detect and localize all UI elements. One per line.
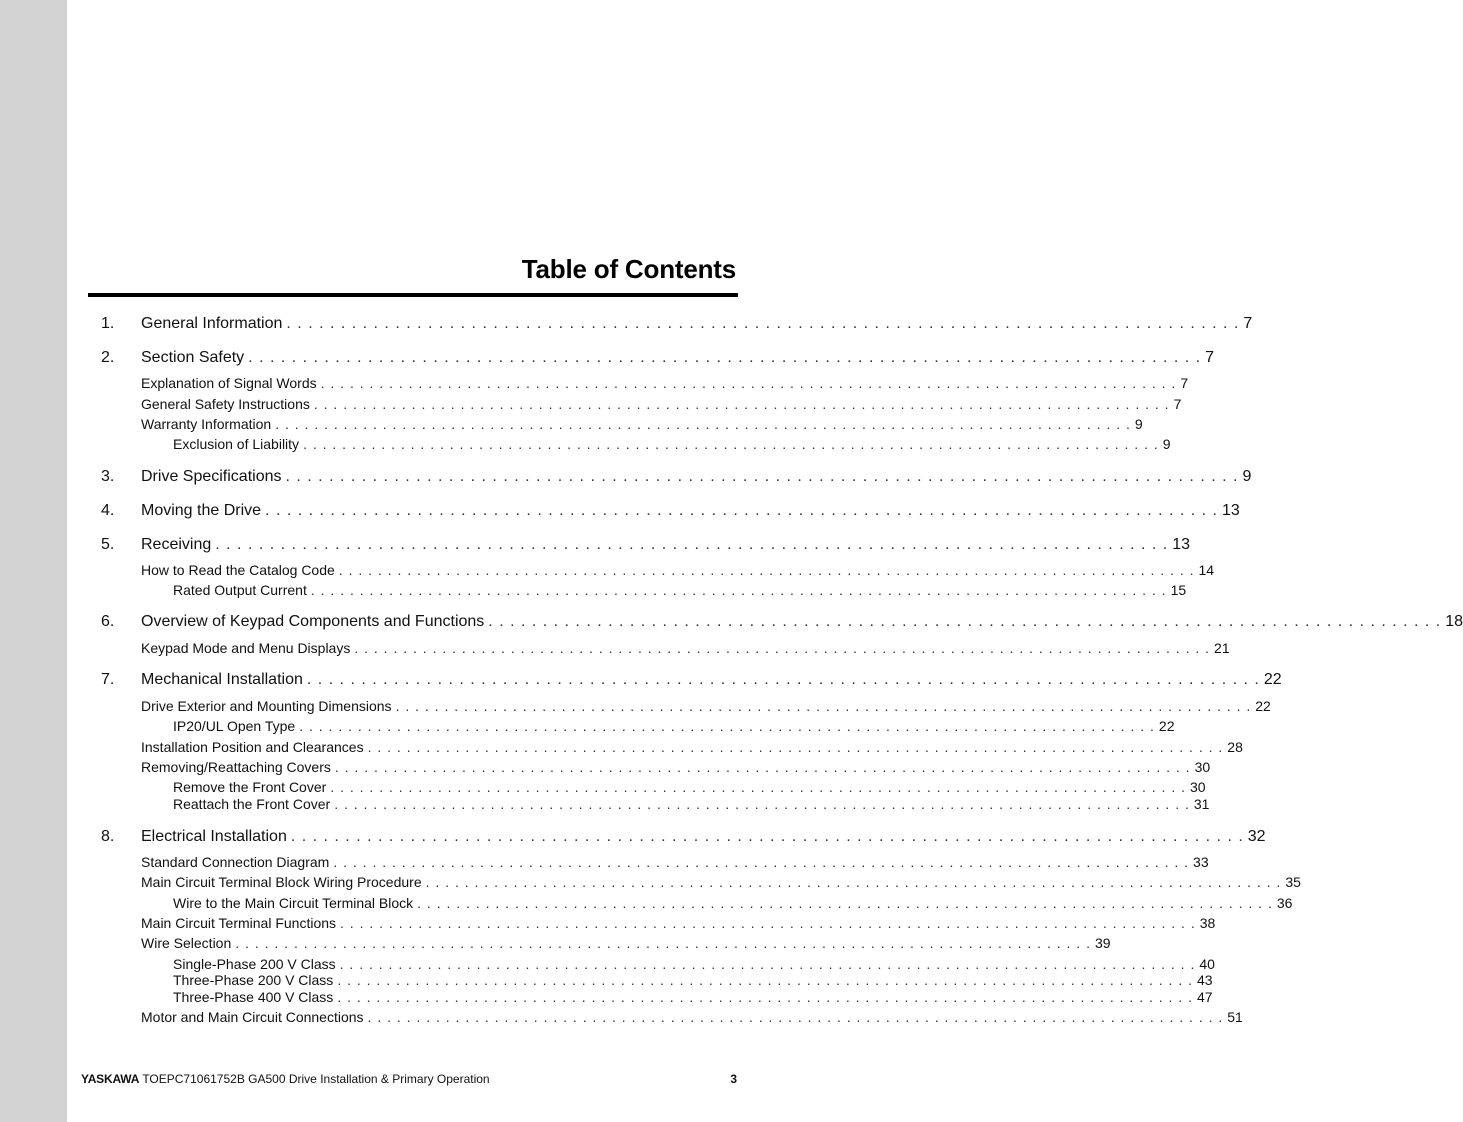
toc-entry-line: [141, 1009, 1243, 1025]
toc-entry-page: 9: [1134, 416, 1143, 432]
toc-entry-page: 31: [1193, 796, 1210, 812]
toc-entry-line: [141, 698, 1271, 714]
toc-entry-page: 39: [1094, 935, 1111, 951]
dot-leader: . . . . . . . . . . . . . . . . . . . . . . . . . . . . . . . . . . . . . . . . . . . . . . . . . . . . . . . . . . . . . . . . . . . . . . . . . . . . . . . . . . . . . . . .: [310, 582, 1167, 598]
toc-entry-line: [173, 718, 1175, 734]
dot-leader: . . . . . . . . . . . . . . . . . . . . . . . . . . . . . . . . . . . . . . . . . . . . . . . . . . . . . . . . . . . . . . . . . . . . . . . . . . . . . . . . . . . . . . . .: [340, 915, 1196, 931]
dot-leader: . . . . . . . . . . . . . . . . . . . . . . . . . . . . . . . . . . . . . . . . . . . . . . . . . . . . . . . . . . . . . . . . . . . . . . . . . . . . . . . . . . . . . . . .: [248, 349, 1202, 366]
toc-entry[interactable]: [0, 1009, 1243, 1029]
dot-leader: . . . . . . . . . . . . . . . . . . . . . . . . . . . . . . . . . . . . . . . . . . . . . . . . . . . . . . . . . . . . . . . . . . . . . . . . . . . . . . . . . . . . . . . .: [488, 613, 1442, 630]
toc-entry-page: 7: [1173, 396, 1182, 412]
dot-leader: . . . . . . . . . . . . . . . . . . . . . . . . . . . . . . . . . . . . . . . . . . . . . . . . . . . . . . . . . . . . . . . . . . . . . . . . . . . . . . . . . . . . . . . .: [215, 536, 1169, 553]
toc-entry-title: Motor and Main Circuit Connections: [141, 1009, 364, 1025]
dot-leader: . . . . . . . . . . . . . . . . . . . . . . . . . . . . . . . . . . . . . . . . . . . . . . . . . . . . . . . . . . . . . . . . . . . . . . . . . . . . . . . . . . . . . . . .: [299, 718, 1155, 734]
toc-entry[interactable]: [0, 828, 1266, 848]
toc-entry-title: Warranty Information: [141, 416, 272, 432]
dot-leader: . . . . . . . . . . . . . . . . . . . . . . . . . . . . . . . . . . . . . . . . . . . . . . . . . . . . . . . . . . . . . . . . . . . . . . . . . . . . . . . . . . . . . . . .: [354, 640, 1211, 656]
page-footer: [81, 1072, 490, 1086]
toc-entry[interactable]: [0, 759, 1211, 779]
toc-entry-title: IP20/UL Open Type: [173, 718, 296, 734]
toc-entry-page: 18: [1445, 613, 1463, 630]
dot-leader: . . . . . . . . . . . . . . . . . . . . . . . . . . . . . . . . . . . . . . . . . . . . . . . . . . . . . . . . . . . . . . . . . . . . . . . . . . . . . . . . . . . . . . . .: [330, 779, 1186, 795]
toc-entry-title: Standard Connection Diagram: [141, 854, 330, 870]
title-rule: [88, 293, 738, 297]
toc-entry-line: [141, 375, 1189, 391]
toc-entry-title: Wire Selection: [141, 935, 232, 951]
toc-entry-line: [141, 671, 1282, 689]
dot-leader: . . . . . . . . . . . . . . . . . . . . . . . . . . . . . . . . . . . . . . . . . . . . . . . . . . . . . . . . . . . . . . . . . . . . . . . . . . . . . . . . . . . . . . . .: [306, 671, 1260, 688]
dot-leader: . . . . . . . . . . . . . . . . . . . . . . . . . . . . . . . . . . . . . . . . . . . . . . . . . . . . . . . . . . . . . . . . . . . . . . . . . . . . . . . . . . . . . . . .: [417, 895, 1273, 911]
toc-entry[interactable]: [0, 698, 1271, 718]
toc-entry-page: 47: [1197, 989, 1213, 1005]
toc-entry-page: 21: [1214, 640, 1230, 656]
page-title: Table of Contents: [521, 254, 736, 284]
toc-entry-title: Section Safety: [141, 349, 245, 366]
toc-entry[interactable]: [0, 562, 1215, 582]
dot-leader: . . . . . . . . . . . . . . . . . . . . . . . . . . . . . . . . . . . . . . . . . . . . . . . . . . . . . . . . . . . . . . . . . . . . . . . . . . . . . . . . . . . . . . . .: [334, 796, 1190, 812]
toc-entry-title: General Information: [141, 315, 283, 332]
toc-entry-number: 4.: [101, 502, 115, 519]
toc-entry-line: [141, 562, 1215, 578]
toc-entry-page: 43: [1197, 972, 1213, 988]
dot-leader: . . . . . . . . . . . . . . . . . . . . . . . . . . . . . . . . . . . . . . . . . . . . . . . . . . . . . . . . . . . . . . . . . . . . . . . . . . . . . . . . . . . . . . . .: [313, 396, 1170, 412]
toc-entry-line: [173, 895, 1293, 911]
toc-entry-title: How to Read the Catalog Code: [141, 562, 335, 578]
toc-entry[interactable]: [0, 536, 1190, 556]
footer-doc-title: TOEPC71061752B GA500 Drive Installation & Primary Operation: [142, 1072, 490, 1086]
toc-entry[interactable]: [0, 640, 1230, 660]
dot-leader: . . . . . . . . . . . . . . . . . . . . . . . . . . . . . . . . . . . . . . . . . . . . . . . . . . . . . . . . . . . . . . . . . . . . . . . . . . . . . . . . . . . . . . . .: [286, 315, 1240, 332]
toc-entry[interactable]: [0, 416, 1143, 436]
toc-entry-page: 9: [1242, 468, 1252, 485]
toc-entry-title: Removing/Reattaching Covers: [141, 759, 331, 775]
toc-entry[interactable]: [0, 468, 1252, 488]
toc-entry[interactable]: [0, 436, 1171, 456]
toc-entry-number: 5.: [101, 536, 115, 553]
toc-entry-line: [141, 739, 1243, 755]
toc-entry[interactable]: [0, 874, 1301, 894]
dot-leader: . . . . . . . . . . . . . . . . . . . . . . . . . . . . . . . . . . . . . . . . . . . . . . . . . . . . . . . . . . . . . . . . . . . . . . . . . . . . . . . . . . . . . . . .: [275, 416, 1131, 432]
toc-entry-page: 7: [1205, 349, 1215, 366]
toc-entry[interactable]: [0, 671, 1282, 691]
toc-entry-page: 28: [1227, 739, 1243, 755]
toc-entry-line: [173, 796, 1210, 812]
toc-entry-page: 22: [1158, 718, 1175, 734]
toc-entry-title: Moving the Drive: [141, 502, 262, 519]
toc-entry-title: Three-Phase 200 V Class: [173, 972, 334, 988]
toc-entry-number: 1.: [101, 315, 115, 332]
toc-entry-page: 32: [1247, 828, 1266, 845]
toc-entry-line: [173, 989, 1213, 1005]
toc-entry-page: 15: [1170, 582, 1187, 598]
toc-entry-title: Installation Position and Clearances: [141, 739, 364, 755]
toc-entry-page: 35: [1285, 874, 1301, 890]
toc-entry-page: 30: [1194, 759, 1211, 775]
toc-entry[interactable]: [0, 502, 1240, 522]
dot-leader: . . . . . . . . . . . . . . . . . . . . . . . . . . . . . . . . . . . . . . . . . . . . . . . . . . . . . . . . . . . . . . . . . . . . . . . . . . . . . . . . . . . . . . . .: [303, 436, 1159, 452]
toc-entry-line: [141, 915, 1216, 931]
toc-entry-title: Receiving: [141, 536, 212, 553]
toc-entry-line: [141, 854, 1209, 870]
dot-leader: . . . . . . . . . . . . . . . . . . . . . . . . . . . . . . . . . . . . . . . . . . . . . . . . . . . . . . . . . . . . . . . . . . . . . . . . . . . . . . . . . . . . . . . .: [425, 874, 1282, 890]
toc-entry[interactable]: [0, 915, 1216, 935]
toc-entry[interactable]: [0, 895, 1293, 915]
toc-entry[interactable]: [0, 349, 1215, 369]
toc-entry[interactable]: [0, 375, 1189, 395]
toc-entry-title: Overview of Keypad Components and Functions: [141, 613, 485, 630]
dot-leader: . . . . . . . . . . . . . . . . . . . . . . . . . . . . . . . . . . . . . . . . . . . . . . . . . . . . . . . . . . . . . . . . . . . . . . . . . . . . . . . . . . . . . . . .: [339, 956, 1196, 972]
toc-entry-number: 3.: [101, 468, 115, 485]
toc-entry-number: 2.: [101, 349, 115, 366]
toc-entry-title: Mechanical Installation: [141, 671, 303, 688]
toc-entry-line: [173, 972, 1213, 988]
toc-entry-page: 13: [1172, 536, 1190, 553]
toc-entry[interactable]: [0, 613, 1463, 633]
toc-entry-title: General Safety Instructions: [141, 396, 310, 412]
dot-leader: . . . . . . . . . . . . . . . . . . . . . . . . . . . . . . . . . . . . . . . . . . . . . . . . . . . . . . . . . . . . . . . . . . . . . . . . . . . . . . . . . . . . . . . .: [235, 935, 1091, 951]
toc-entry[interactable]: [0, 854, 1209, 874]
toc-entry-page: 40: [1199, 956, 1215, 972]
dot-leader: . . . . . . . . . . . . . . . . . . . . . . . . . . . . . . . . . . . . . . . . . . . . . . . . . . . . . . . . . . . . . . . . . . . . . . . . . . . . . . . . . . . . . . . .: [320, 375, 1177, 391]
toc-entry-page: 22: [1263, 671, 1282, 688]
toc-entry-title: Wire to the Main Circuit Terminal Block: [173, 895, 414, 911]
toc-entry-line: [141, 502, 1240, 520]
dot-leader: . . . . . . . . . . . . . . . . . . . . . . . . . . . . . . . . . . . . . . . . . . . . . . . . . . . . . . . . . . . . . . . . . . . . . . . . . . . . . . . . . . . . . . . .: [367, 1009, 1224, 1025]
toc-entry-page: 14: [1198, 562, 1215, 578]
toc-entry-number: 6.: [101, 613, 115, 630]
dot-leader: . . . . . . . . . . . . . . . . . . . . . . . . . . . . . . . . . . . . . . . . . . . . . . . . . . . . . . . . . . . . . . . . . . . . . . . . . . . . . . . . . . . . . . . .: [334, 759, 1191, 775]
toc-entry-line: [141, 315, 1253, 333]
toc-entry-line: [141, 416, 1143, 432]
toc-entry-line: [141, 613, 1463, 631]
toc-entry-line: [141, 640, 1230, 656]
toc-entry-line: [141, 396, 1182, 412]
toc-entry-title: Keypad Mode and Menu Displays: [141, 640, 351, 656]
dot-leader: . . . . . . . . . . . . . . . . . . . . . . . . . . . . . . . . . . . . . . . . . . . . . . . . . . . . . . . . . . . . . . . . . . . . . . . . . . . . . . . . . . . . . . . .: [367, 739, 1224, 755]
toc-entry-page: 33: [1193, 854, 1209, 870]
dot-leader: . . . . . . . . . . . . . . . . . . . . . . . . . . . . . . . . . . . . . . . . . . . . . . . . . . . . . . . . . . . . . . . . . . . . . . . . . . . . . . . . . . . . . . . .: [290, 828, 1244, 845]
toc-entry[interactable]: [0, 739, 1243, 759]
toc-entry-page: 36: [1276, 895, 1293, 911]
toc-entry[interactable]: [0, 315, 1253, 335]
toc-entry-line: [173, 582, 1187, 598]
toc-entry-page: 7: [1180, 375, 1189, 391]
toc-entry-line: [141, 349, 1215, 367]
toc-entry-line: [141, 759, 1211, 775]
toc-entry-title: Explanation of Signal Words: [141, 375, 317, 391]
toc-entry-line: [141, 536, 1190, 554]
toc-entry-page: 30: [1190, 779, 1206, 795]
toc-entry-title: Three-Phase 400 V Class: [173, 989, 334, 1005]
toc-entry-line: [141, 874, 1301, 890]
dot-leader: . . . . . . . . . . . . . . . . . . . . . . . . . . . . . . . . . . . . . . . . . . . . . . . . . . . . . . . . . . . . . . . . . . . . . . . . . . . . . . . . . . . . . . . .: [395, 698, 1252, 714]
toc-entry-title: Rated Output Current: [173, 582, 307, 598]
toc-entry-line: [173, 956, 1215, 972]
dot-leader: . . . . . . . . . . . . . . . . . . . . . . . . . . . . . . . . . . . . . . . . . . . . . . . . . . . . . . . . . . . . . . . . . . . . . . . . . . . . . . . . . . . . . . . .: [337, 972, 1194, 988]
page-number: 3: [730, 1072, 737, 1086]
toc-entry-title: Reattach the Front Cover: [173, 796, 331, 812]
toc-entry[interactable]: [0, 582, 1187, 602]
toc-entry-title: Electrical Installation: [141, 828, 287, 845]
footer-brand: YASKAWA: [81, 1072, 140, 1086]
toc-entry-line: [141, 468, 1252, 486]
toc-entry-title: Exclusion of Liability: [173, 436, 300, 452]
dot-leader: . . . . . . . . . . . . . . . . . . . . . . . . . . . . . . . . . . . . . . . . . . . . . . . . . . . . . . . . . . . . . . . . . . . . . . . . . . . . . . . . . . . . . . . .: [265, 502, 1218, 519]
toc-entry-title: Drive Specifications: [141, 468, 282, 485]
toc-entry-page: 22: [1255, 698, 1271, 714]
toc-entry-page: 7: [1243, 315, 1253, 332]
toc-entry[interactable]: [0, 935, 1111, 955]
toc-entry-title: Drive Exterior and Mounting Dimensions: [141, 698, 392, 714]
dot-leader: . . . . . . . . . . . . . . . . . . . . . . . . . . . . . . . . . . . . . . . . . . . . . . . . . . . . . . . . . . . . . . . . . . . . . . . . . . . . . . . . . . . . . . . .: [285, 468, 1239, 485]
toc-entry[interactable]: [0, 718, 1175, 738]
toc-entry[interactable]: [0, 796, 1210, 816]
dot-leader: . . . . . . . . . . . . . . . . . . . . . . . . . . . . . . . . . . . . . . . . . . . . . . . . . . . . . . . . . . . . . . . . . . . . . . . . . . . . . . . . . . . . . . . .: [337, 989, 1194, 1005]
toc-entry-title: Remove the Front Cover: [173, 779, 327, 795]
dot-leader: . . . . . . . . . . . . . . . . . . . . . . . . . . . . . . . . . . . . . . . . . . . . . . . . . . . . . . . . . . . . . . . . . . . . . . . . . . . . . . . . . . . . . . . .: [338, 562, 1195, 578]
toc-entry-line: [141, 828, 1266, 846]
toc-entry-line: [173, 779, 1206, 795]
toc-entry-title: Main Circuit Terminal Functions: [141, 915, 337, 931]
toc-entry-page: 13: [1221, 502, 1240, 519]
toc-entry-line: [173, 436, 1171, 452]
toc-entry-number: 7.: [101, 671, 115, 688]
dot-leader: . . . . . . . . . . . . . . . . . . . . . . . . . . . . . . . . . . . . . . . . . . . . . . . . . . . . . . . . . . . . . . . . . . . . . . . . . . . . . . . . . . . . . . . .: [333, 854, 1190, 870]
toc-entry-title: Single-Phase 200 V Class: [173, 956, 336, 972]
toc-entry-title: Main Circuit Terminal Block Wiring Procedure: [141, 874, 422, 890]
toc-entry-page: 51: [1227, 1009, 1243, 1025]
toc-entry-number: 8.: [101, 828, 115, 845]
toc-entry-page: 9: [1162, 436, 1171, 452]
toc-entry-page: 38: [1199, 915, 1216, 931]
toc-entry-line: [141, 935, 1111, 951]
toc-entry[interactable]: [0, 396, 1182, 416]
toc-entry[interactable]: [0, 989, 1213, 1009]
